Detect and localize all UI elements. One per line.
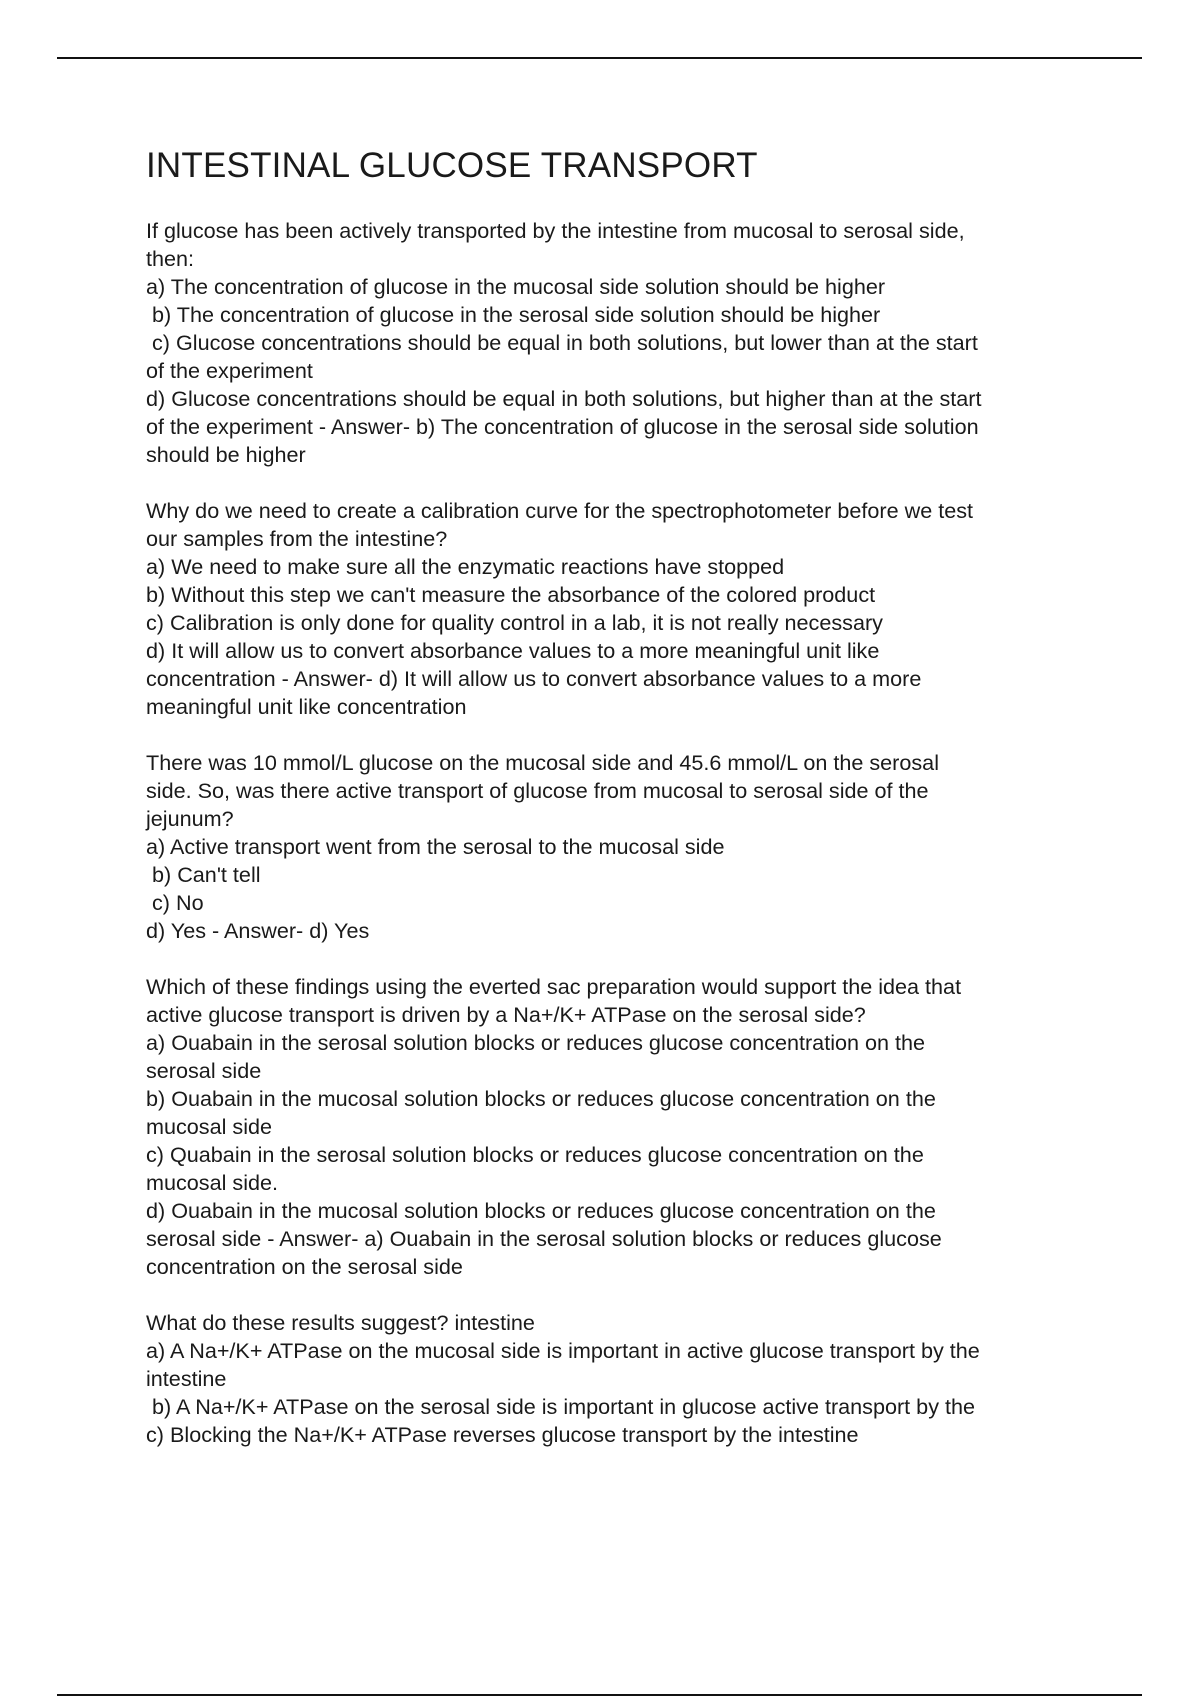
question-line: c) Quabain in the serosal solution blocks or reduces glucose concentration on the bbox=[146, 1142, 924, 1167]
question-line: b) Can't tell bbox=[146, 862, 261, 887]
question-line: intestine bbox=[146, 1366, 227, 1391]
question-line: What do these results suggest? intestine bbox=[146, 1310, 535, 1335]
question-line: then: bbox=[146, 246, 195, 271]
question-block bbox=[146, 749, 1091, 945]
question-line: mucosal side bbox=[146, 1114, 273, 1139]
document-title: INTESTINAL GLUCOSE TRANSPORT bbox=[146, 146, 758, 185]
question-line: jejunum? bbox=[146, 806, 234, 831]
question-line: c) No bbox=[146, 890, 204, 915]
question-line: side. So, was there active transport of glucose from mucosal to serosal side of the bbox=[146, 778, 929, 803]
question-line: d) It will allow us to convert absorbance values to a more meaningful unit like bbox=[146, 638, 880, 663]
question-line: serosal side bbox=[146, 1058, 262, 1083]
question-line: should be higher bbox=[146, 442, 306, 467]
question-line: b) The concentration of glucose in the serosal side solution should be higher bbox=[146, 302, 881, 327]
question-line: a) Active transport went from the serosal to the mucosal side bbox=[146, 834, 725, 859]
question-line: b) A Na+/K+ ATPase on the serosal side is important in glucose active transport by the bbox=[146, 1394, 976, 1419]
question-line: active glucose transport is driven by a Na+/K+ ATPase on the serosal side? bbox=[146, 1002, 866, 1027]
question-line: mucosal side. bbox=[146, 1170, 279, 1195]
question-line: a) A Na+/K+ ATPase on the mucosal side is important in active glucose transport by the bbox=[146, 1338, 980, 1363]
question-line: concentration on the serosal side bbox=[146, 1254, 463, 1279]
question-line: d) Yes - Answer- d) Yes bbox=[146, 918, 370, 943]
question-line: b) Ouabain in the mucosal solution blocks or reduces glucose concentration on the bbox=[146, 1086, 936, 1111]
question-line: b) Without this step we can't measure the absorbance of the colored product bbox=[146, 582, 876, 607]
question-line: c) Calibration is only done for quality control in a lab, it is not really necessary bbox=[146, 610, 883, 635]
document-body bbox=[146, 142, 1091, 1477]
question-line: a) The concentration of glucose in the mucosal side solution should be higher bbox=[146, 274, 886, 299]
footer-rule bbox=[57, 1694, 1142, 1696]
question-list bbox=[146, 217, 1091, 1449]
question-line: meaningful unit like concentration bbox=[146, 694, 467, 719]
question-line: a) Ouabain in the serosal solution blocks or reduces glucose concentration on the bbox=[146, 1030, 926, 1055]
question-block bbox=[146, 217, 1091, 469]
question-line: There was 10 mmol/L glucose on the mucosal side and 45.6 mmol/L on the serosal bbox=[146, 750, 939, 775]
question-line: c) Glucose concentrations should be equal in both solutions, but lower than at the start bbox=[146, 330, 978, 355]
question-line: Why do we need to create a calibration curve for the spectrophotometer before we test bbox=[146, 498, 974, 523]
question-line: c) Blocking the Na+/K+ ATPase reverses glucose transport by the intestine bbox=[146, 1422, 859, 1447]
question-block bbox=[146, 497, 1091, 721]
question-line: concentration - Answer- d) It will allow us to convert absorbance values to a more bbox=[146, 666, 922, 691]
header-rule bbox=[57, 57, 1142, 59]
question-line: If glucose has been actively transported by the intestine from mucosal to serosal side, bbox=[146, 218, 965, 243]
question-block bbox=[146, 1309, 1091, 1449]
question-line: serosal side - Answer- a) Ouabain in the serosal solution blocks or reduces glucose bbox=[146, 1226, 942, 1251]
question-line: Which of these findings using the everted sac preparation would support the idea that bbox=[146, 974, 962, 999]
question-line: of the experiment - Answer- b) The concentration of glucose in the serosal side solution bbox=[146, 414, 979, 439]
question-line: our samples from the intestine? bbox=[146, 526, 448, 551]
question-line: of the experiment bbox=[146, 358, 313, 383]
question-line: d) Ouabain in the mucosal solution blocks or reduces glucose concentration on the bbox=[146, 1198, 936, 1223]
question-line: a) We need to make sure all the enzymatic reactions have stopped bbox=[146, 554, 785, 579]
question-line: d) Glucose concentrations should be equal in both solutions, but higher than at the start bbox=[146, 386, 982, 411]
question-block bbox=[146, 973, 1091, 1281]
